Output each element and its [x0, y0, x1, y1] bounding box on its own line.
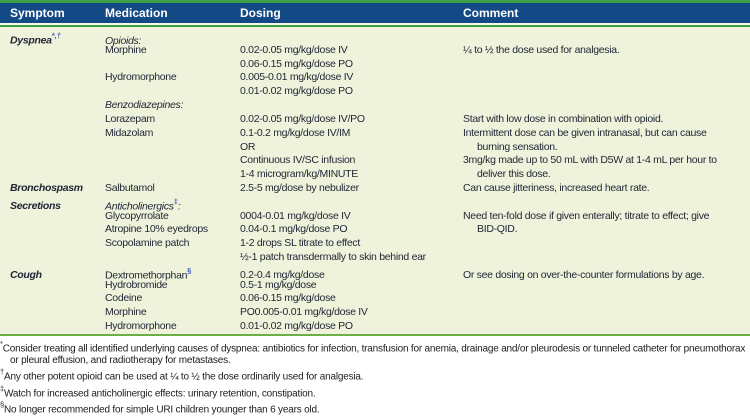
medication-cell	[105, 113, 240, 127]
medication-cell	[105, 237, 240, 251]
table-row	[0, 223, 750, 237]
dosing-cell: 0.06-0.15 mg/kg/dose PO	[240, 57, 353, 70]
footnote-reference: ‡	[173, 196, 178, 206]
symptom-label: Secretions	[10, 200, 61, 213]
medication-cell	[105, 292, 240, 306]
comment-cell: Or see dosing on over-the-counter formulations by age.	[463, 269, 705, 282]
dosing-cell: 0.04-0.1 mg/kg/dose PO	[240, 223, 348, 236]
dosing-cell: 1-2 drops SL titrate to effect	[240, 237, 360, 250]
symptom-label: Cough	[10, 269, 42, 282]
medication-label: Hydromorphone	[105, 71, 177, 84]
comment-cell: Start with low dose in combination with opioid.	[463, 112, 664, 125]
table-row	[0, 265, 750, 282]
medication-label: Benzodiazepines:	[105, 99, 184, 112]
medication-label: Hydromorphone	[105, 320, 177, 333]
dosing-cell: 0.005-0.01 mg/kg/dose IV	[240, 71, 354, 84]
dosing-cell: 0.5-1 mg/kg/dose	[240, 278, 317, 291]
footnote-reference: §	[187, 265, 192, 275]
dosing-cell: 0.01-0.02 mg/kg/dose PO	[240, 85, 353, 98]
dosing-cell: 0.06-0.15 mg/kg/dose	[240, 292, 336, 305]
column-header-comment: Comment	[463, 6, 519, 20]
medication-label: Opioids:	[105, 34, 142, 47]
dosing-cell: PO0.005-0.01 mg/kg/dose IV	[240, 306, 368, 319]
medication-label: Atropine 10% eyedrops	[105, 223, 208, 236]
table-row	[0, 320, 750, 334]
table-header-row	[0, 3, 750, 23]
footnote	[0, 367, 750, 383]
symptom-label: Dyspnea	[10, 34, 52, 47]
footnote-text: No longer recommended for simple URI children younger than 6 years old.	[3, 404, 320, 416]
footnote-reference: *,†	[51, 31, 61, 40]
dosing-cell: 0.02-0.05 mg/kg/dose IV	[240, 43, 348, 56]
medication-cell	[105, 279, 240, 293]
comment-cell: Intermittent dose can be given intranasal, but can cause	[463, 126, 707, 139]
medication-label: Anticholinergics	[105, 200, 174, 213]
footnote-marker: †	[0, 367, 4, 377]
comment-cell: ¼ to ½ the dose used for analgesia.	[463, 43, 620, 56]
table-row	[0, 71, 750, 85]
medication-label: Morphine	[105, 306, 147, 319]
comment-cell: Can cause jitteriness, increased heart rate.	[463, 181, 650, 194]
table-row	[0, 99, 750, 113]
footnote-marker: *	[0, 339, 3, 348]
table-row	[0, 292, 750, 306]
medication-label: Salbutamol	[105, 181, 155, 194]
footnote-text: Watch for increased anticholinergic effects: urinary retention, constipation.	[3, 387, 316, 399]
table-row	[0, 237, 750, 251]
symptom-cell	[0, 200, 105, 214]
comment-cell: 3mg/kg made up to 50 mL with D5W at 1-4 mL per hour to	[463, 154, 717, 167]
column-header-medication: Medication	[105, 6, 168, 20]
footnote-marker: §	[0, 399, 4, 409]
medication-cell	[105, 71, 240, 85]
table-row	[0, 141, 750, 155]
medication-label: Codeine	[105, 292, 143, 305]
medication-label: Glycopyrrolate	[105, 209, 169, 222]
dosing-cell: ½-1 patch transdermally to skin behind ear	[240, 251, 426, 263]
table-row	[0, 196, 750, 213]
medication-cell	[105, 99, 240, 113]
footnotes-section	[0, 336, 750, 416]
symptom-label: Bronchospasm	[10, 181, 83, 194]
symptom-cell	[0, 182, 105, 196]
medication-cell	[105, 44, 240, 58]
medication-cell	[105, 210, 240, 224]
medication-cell	[105, 320, 240, 334]
table-row	[0, 154, 750, 168]
table-row	[0, 44, 750, 58]
medication-cell	[105, 182, 240, 196]
medication-label: Dextromethorphan	[105, 269, 188, 282]
footnote-marker: ‡	[0, 383, 4, 393]
footnote	[0, 400, 750, 416]
dosing-cell: 0.1-0.2 mg/kg/dose IV/IM	[240, 126, 351, 139]
table-body	[0, 27, 750, 334]
footnote-text: Consider treating all identified underlying causes of dyspnea: antibiotics for infection, transfusion for anemia, drainage and/or pleurodesis or tunneled catheter for pneumothorax or pleural effusion, and radiotherapy for metastases.	[2, 343, 746, 367]
table-row	[0, 306, 750, 320]
table-row	[0, 113, 750, 127]
comment-cell: deliver this dose.	[477, 168, 551, 181]
medication-label: Morphine	[105, 43, 147, 56]
symptom-cell	[0, 30, 105, 48]
dosing-cell: 0.2-0.4 mg/kg/dose	[240, 269, 325, 282]
dosing-cell: Continuous IV/SC infusion	[240, 154, 356, 167]
medication-label: Scopolamine patch	[105, 237, 190, 250]
dosing-cell: 0.02-0.05 mg/kg/dose IV/PO	[240, 112, 365, 125]
table-row	[0, 168, 750, 182]
medication-cell	[105, 127, 240, 141]
medication-label: Hydrobromide	[105, 278, 168, 291]
table-row	[0, 127, 750, 141]
table-row	[0, 251, 750, 265]
medication-cell	[105, 223, 240, 237]
footnote-text: Any other potent opioid can be used at ¼ to ½ the dose ordinarily used for analgesia.	[3, 371, 364, 383]
symptom-cell	[0, 269, 105, 283]
medication-label: Midazolam	[105, 126, 154, 139]
comment-cell: BID-QID.	[477, 223, 518, 236]
dosing-cell: 0.01-0.02 mg/kg/dose PO	[240, 320, 353, 333]
table-row	[0, 210, 750, 224]
footnote	[0, 339, 750, 367]
dosing-cell: 2.5-5 mg/dose by nebulizer	[240, 181, 359, 194]
dosing-cell: 1-4 microgram/kg/MINUTE	[240, 168, 358, 181]
column-header-dosing: Dosing	[240, 6, 281, 20]
dosing-cell: 0004-0.01 mg/kg/dose IV	[240, 209, 351, 222]
column-header-symptom: Symptom	[10, 6, 65, 20]
dosing-cell: OR	[240, 140, 256, 153]
comment-cell: Need ten-fold dose if given enterally; titrate to effect; give	[463, 209, 710, 222]
footnote	[0, 384, 750, 400]
comment-cell: burning sensation.	[477, 140, 558, 153]
medication-cell	[105, 306, 240, 320]
table-row	[0, 182, 750, 196]
table-row	[0, 85, 750, 99]
table-row	[0, 58, 750, 72]
medication-label: Lorazepam	[105, 112, 155, 125]
table-row	[0, 30, 750, 47]
medication-label-suffix: :	[177, 200, 181, 213]
